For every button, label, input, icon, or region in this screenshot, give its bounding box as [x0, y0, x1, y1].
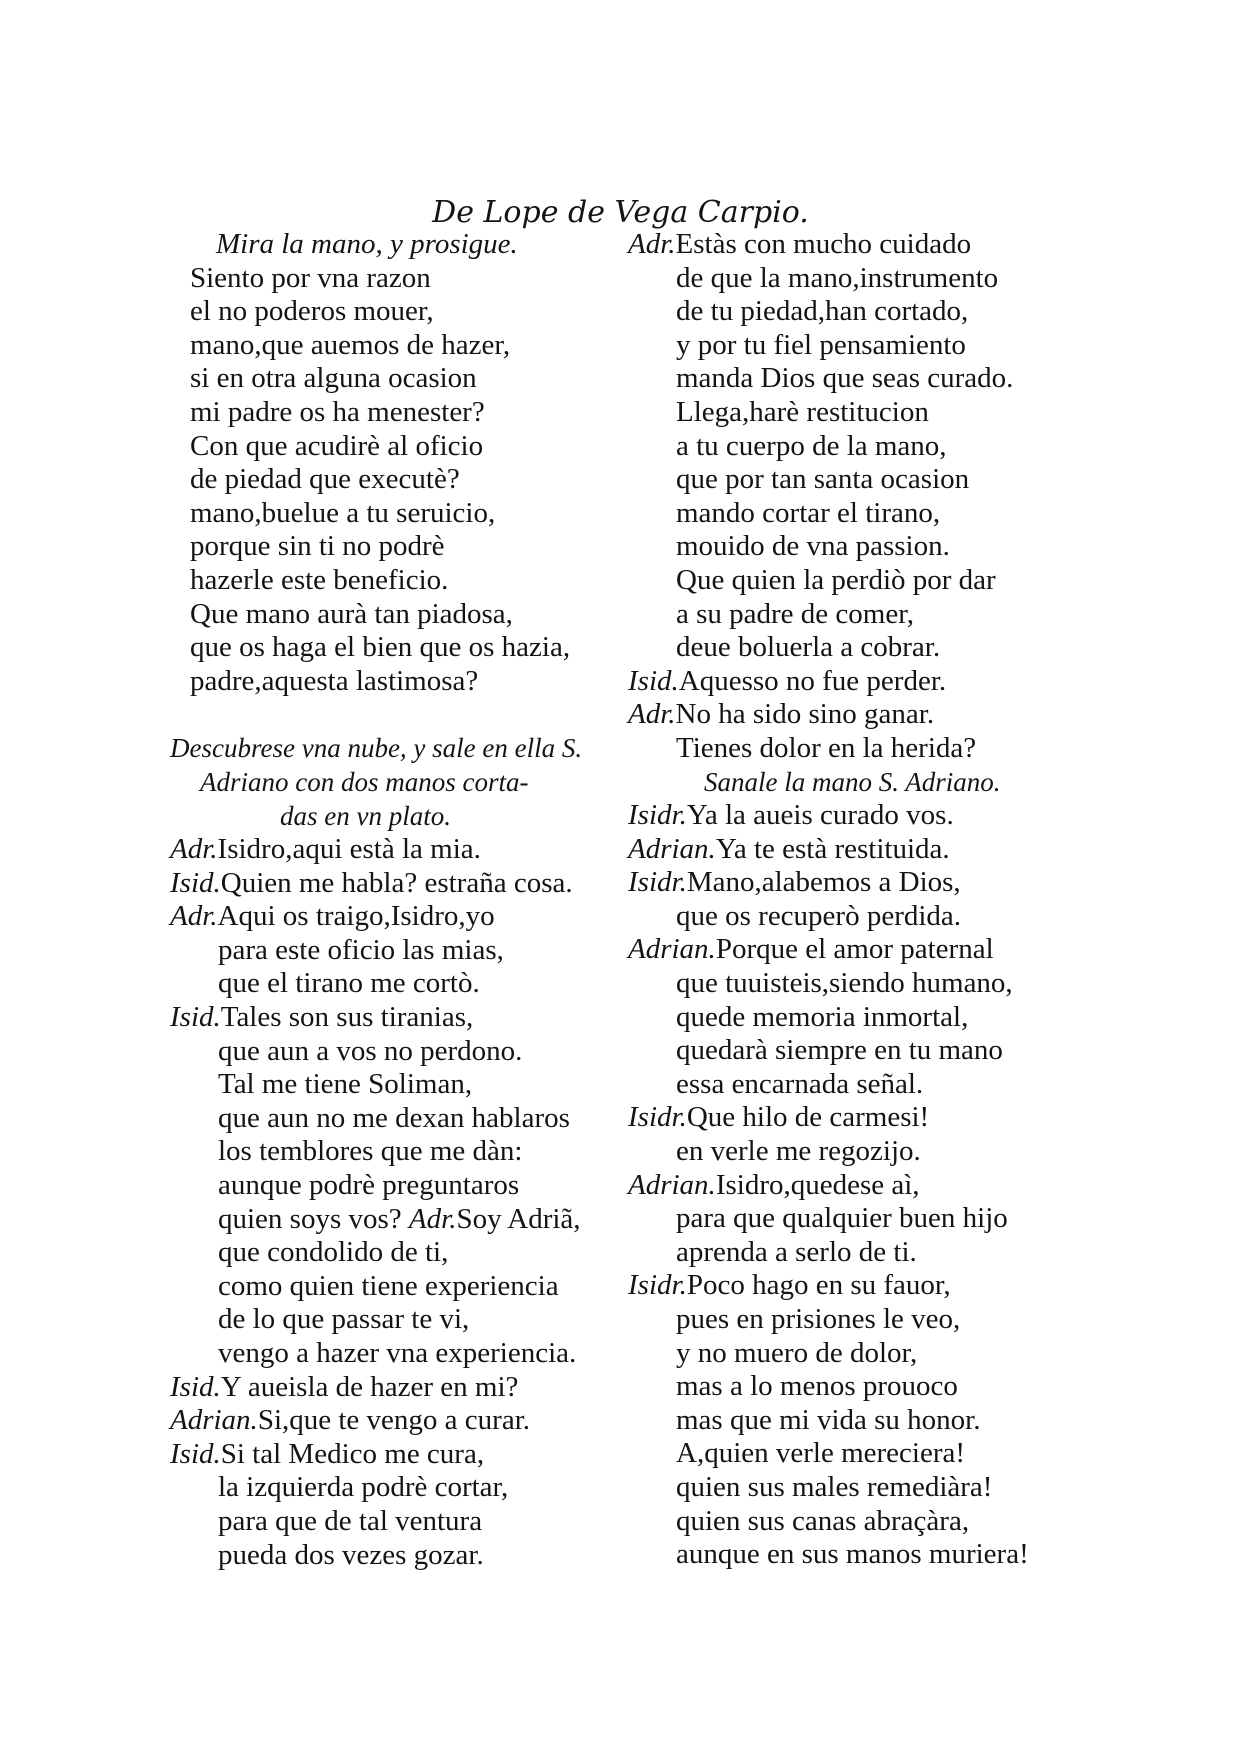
speaker-label: Isid. [628, 664, 679, 697]
verse-text: Estàs con mucho cuidado [675, 228, 972, 260]
verse-line: mouido de vna passion. [676, 530, 950, 563]
verse-line: Tal me tiene Soliman, [218, 1068, 473, 1101]
speaker-label: Isid. [170, 866, 221, 899]
stage-direction: Mira la mano, y prosigue. [216, 228, 518, 260]
dialogue-line [170, 1001, 620, 1035]
dialogue-line [628, 228, 1078, 262]
verse-line: mi padre os ha menester? [190, 395, 485, 428]
dialogue-line [170, 833, 620, 867]
verse-text: Quien me habla? estraña cosa. [220, 866, 573, 899]
stage-direction-block [170, 732, 620, 833]
speaker-label: Isidr. [628, 866, 687, 899]
verse-text: Soy Adriã, [456, 1202, 581, 1235]
verse-line: que por tan santa ocasion [676, 463, 970, 496]
speaker-label: Isid. [170, 1370, 221, 1403]
verse-line: mando cortar el tirano, [676, 496, 941, 529]
left-column [170, 228, 620, 1572]
speaker-label: Isidr. [628, 1269, 687, 1302]
verse-line: para que de tal ventura [218, 1504, 483, 1537]
verse-line: y por tu fiel pensamiento [676, 328, 966, 361]
verse-text: Si tal Medico me cura, [220, 1437, 485, 1470]
speaker-label: Adr. [170, 833, 218, 866]
verse-text: Poco hago en su fauor, [686, 1269, 951, 1302]
verse-line: deue boluerla a cobrar. [676, 631, 941, 664]
dialogue-line [170, 900, 620, 934]
dialogue-line [628, 799, 1078, 833]
stage-direction-line: Descubrese vna nube, y sale en ella S. [170, 733, 583, 764]
dialogue-line [628, 665, 1078, 699]
dialogue-line [170, 1404, 620, 1438]
verse-text: Ya te està restituida. [715, 832, 950, 865]
verse-line: quien sus males remediàra! [676, 1470, 993, 1503]
dialogue-line [628, 698, 1078, 732]
dialogue-line [628, 933, 1078, 967]
verse-line: de que la mano,instrumento [676, 261, 999, 294]
dialogue-line [190, 1203, 620, 1237]
verse-text: Y aueisla de hazer en mi? [220, 1370, 519, 1403]
speaker-label: Adr. [628, 228, 676, 260]
dialogue-line [628, 1101, 1078, 1135]
dialogue-line [628, 1269, 1078, 1303]
verse-line: Tienes dolor en la herida? [676, 731, 977, 764]
speaker-label: Adrian. [170, 1404, 258, 1437]
verse-line: mas que mi vida su honor. [676, 1403, 981, 1436]
verse-line: quien sus canas abraçàra, [676, 1504, 970, 1537]
speaker-label: Isidr. [628, 799, 687, 832]
verse-line: aprenda a serlo de ti. [676, 1235, 917, 1268]
verse-line: a su padre de comer, [676, 597, 914, 630]
verse-line: que el tirano me cortò. [218, 967, 480, 1000]
speech-block [190, 262, 620, 699]
verse-line: de lo que passar te vi, [218, 1303, 470, 1336]
verse-text: Mano,alabemos a Dios, [686, 866, 961, 899]
verse-line: Llega,harè restitucion [676, 395, 929, 428]
right-column [628, 228, 1078, 1572]
stage-direction-line: das en vn plato. [280, 800, 451, 831]
verse-text: Ya la aueis curado vos. [686, 799, 954, 832]
dialogue-line [628, 866, 1078, 900]
dialogue-line [170, 1438, 620, 1472]
verse-line: pues en prisiones le veo, [676, 1303, 961, 1335]
spacer [190, 698, 620, 732]
speaker-label: Isidr. [628, 1101, 687, 1134]
verse-line: padre,aquesta lastimosa? [190, 664, 479, 697]
verse-text: Si,que te vengo a curar. [257, 1404, 530, 1437]
dialogue-line [170, 867, 620, 901]
verse-text: Isidro,quedese aì, [715, 1168, 920, 1201]
verse-line: quedarà siempre en tu mano [676, 1034, 1003, 1067]
dialogue-line [628, 1169, 1078, 1203]
verse-line: para este oficio las mias, [218, 933, 504, 966]
verse-line: vengo a hazer vna experiencia. [218, 1337, 577, 1369]
verse-line: que aun a vos no perdono. [218, 1034, 523, 1067]
verse-line: como quien tiene experiencia [218, 1269, 559, 1302]
verse-text: Isidro,aqui està la mia. [217, 833, 481, 866]
verse-text: Que hilo de carmesi! [686, 1101, 930, 1134]
verse-line: los temblores que me dàn: [218, 1135, 523, 1168]
verse-line: Que mano aurà tan piadosa, [190, 597, 513, 630]
verse-line: a tu cuerpo de la mano, [676, 429, 947, 462]
verse-line: Siento por vna razon [190, 261, 431, 294]
speaker-label: Adrian. [628, 832, 716, 865]
verse-line: de tu piedad,han cortado, [676, 295, 969, 328]
verse-line: essa encarnada señal. [676, 1067, 924, 1100]
verse-line: mano,buelue a tu seruicio, [190, 496, 496, 529]
verse-line: en verle me regozijo. [676, 1135, 921, 1168]
verse-line: mano,que auemos de hazer, [190, 328, 511, 361]
dialogue-line [628, 833, 1078, 867]
speaker-label: Adr. [628, 698, 676, 731]
verse-line: hazerle este beneficio. [190, 563, 449, 596]
dialogue-block [170, 833, 620, 1572]
speaker-label: Adr. [170, 900, 218, 933]
stage-direction: Sanale la mano S. Adriano. [704, 766, 1001, 797]
verse-line: que tuuisteis,siendo humano, [676, 967, 1013, 1000]
speaker-label: Adrian. [628, 933, 716, 966]
verse-line: pueda dos vezes gozar. [218, 1538, 484, 1571]
verse-line: A,quien verle mereciera! [676, 1437, 966, 1470]
verse-line: el no poderos mouer, [190, 295, 434, 328]
verse-line: que aun no me dexan hablaros [218, 1101, 570, 1134]
speaker-label: Adrian. [628, 1168, 716, 1201]
running-header: De Lope de Vega Carpio. [432, 195, 809, 230]
verse-line: quede memoria inmortal, [676, 1000, 969, 1033]
verse-line: que os haga el bien que os hazia, [190, 631, 571, 664]
verse-text: quien soys vos? [218, 1202, 402, 1235]
verse-line: que os recuperò perdida. [676, 899, 962, 932]
stage-direction-line: Adriano con dos manos corta- [200, 766, 529, 797]
verse-line: manda Dios que seas curado. [676, 362, 1014, 395]
verse-line: para que qualquier buen hijo [676, 1202, 1008, 1235]
verse-text: Porque el amor paternal [715, 933, 994, 966]
verse-line: porque sin ti no podrè [190, 530, 445, 563]
speaker-label: Isid. [170, 1001, 221, 1034]
verse-text: Tales son sus tiranias, [220, 1001, 474, 1034]
verse-line: aunque podrè preguntaros [218, 1169, 520, 1202]
speaker-label: Isid. [170, 1437, 221, 1470]
verse-line: Que quien la perdiò por dar [676, 563, 996, 596]
verse-text: Aqui os traigo,Isidro,yo [217, 900, 495, 933]
verse-line: Con que acudirè al oficio [190, 429, 484, 462]
verse-text: No ha sido sino ganar. [675, 698, 935, 731]
verse-line: de piedad que executè? [190, 463, 460, 496]
verse-line: la izquierda podrè cortar, [218, 1471, 509, 1504]
verse-text: Aquesso no fue perder. [678, 664, 947, 697]
verse-line: si en otra alguna ocasion [190, 362, 477, 395]
verse-line: que condolido de ti, [218, 1236, 449, 1269]
speaker-label: Adr. [408, 1202, 457, 1235]
verse-line: aunque en sus manos muriera! [676, 1538, 1029, 1571]
verse-line: y no muero de dolor, [676, 1336, 918, 1369]
dialogue-line [170, 1371, 620, 1405]
verse-line: mas a lo menos prouoco [676, 1370, 958, 1403]
